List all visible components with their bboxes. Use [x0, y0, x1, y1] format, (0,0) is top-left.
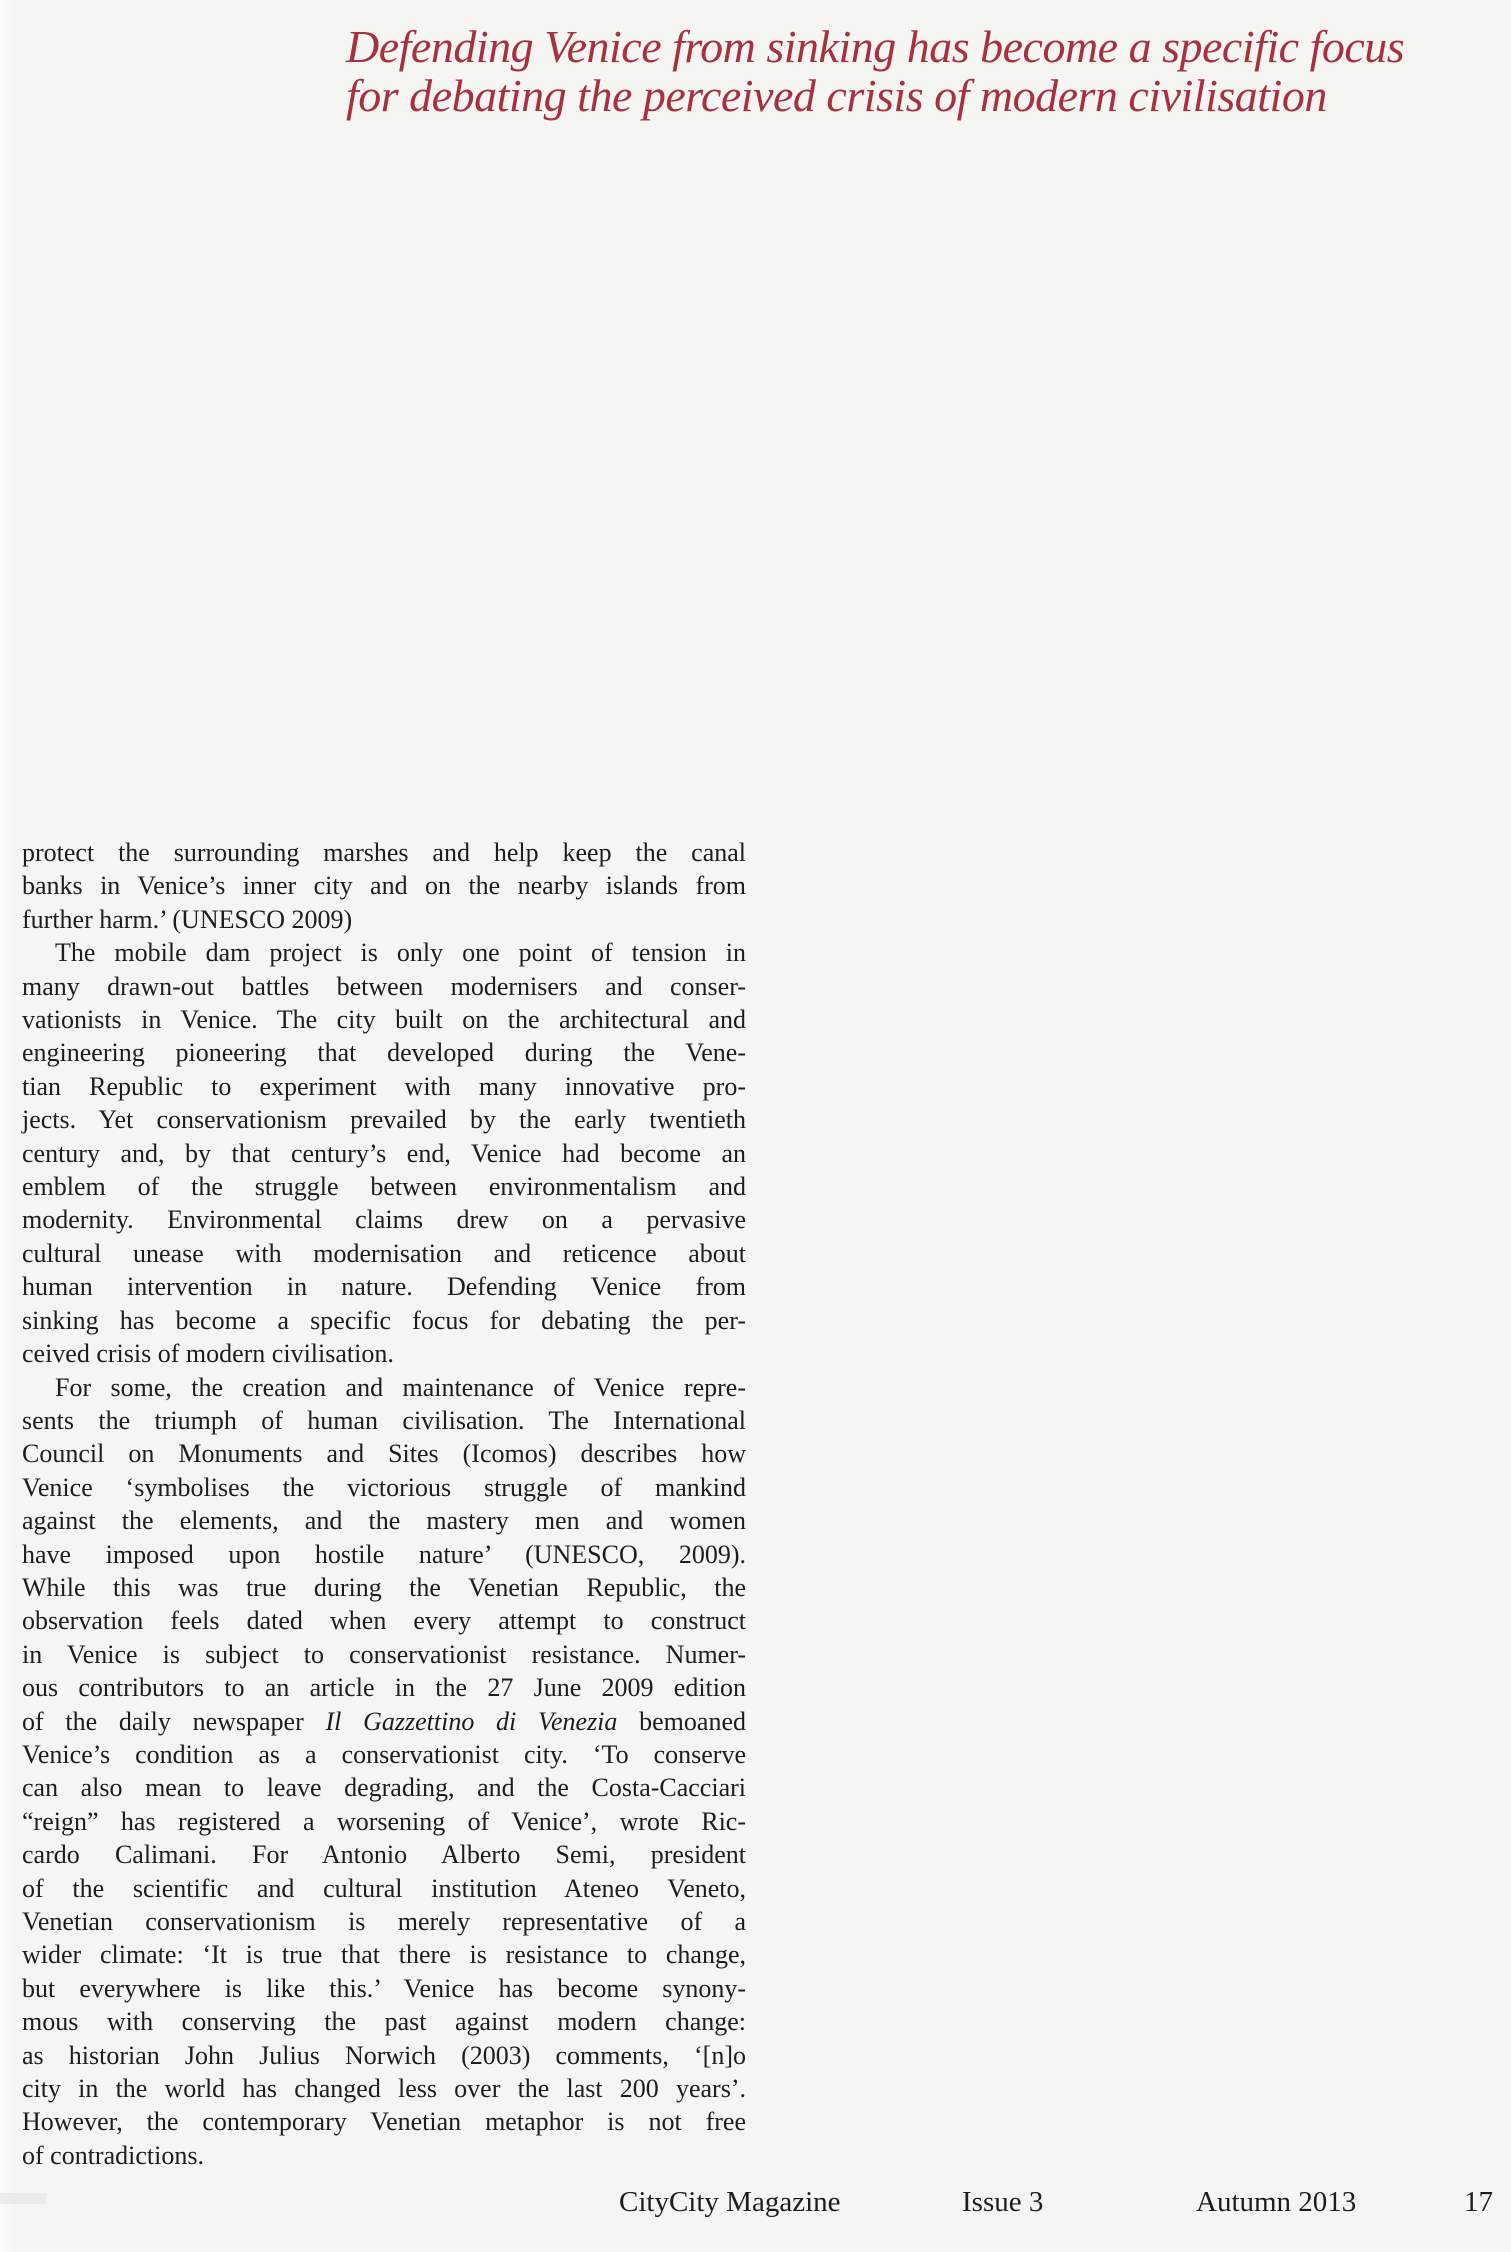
text-run: banks in Venice’s inner city and on the nearby islands from	[22, 871, 746, 901]
footer-issue: Issue 3	[962, 2186, 1044, 2218]
pull-quote-line-2: for debating the perceived crisis of modern civilisation	[346, 70, 1327, 121]
text-line	[22, 1638, 746, 1671]
text-line	[22, 1538, 746, 1571]
text-line	[22, 1270, 746, 1303]
text-run: wider climate: ‘It is true that there is resistance to change,	[22, 1940, 746, 1970]
text-run: have imposed upon hostile nature’ (UNESCO, 2009).	[22, 1539, 746, 1569]
text-line	[22, 1103, 746, 1136]
text-run: jects. Yet conservationism prevailed by the early twentieth	[22, 1105, 746, 1135]
text-line	[22, 1838, 746, 1871]
text-run: cardo Calimani. For Antonio Alberto Semi, president	[22, 1840, 746, 1870]
text-line	[22, 1137, 746, 1170]
footer-magazine-title: CityCity Magazine	[619, 2186, 841, 2218]
text-run: but everywhere is like this.’ Venice has become synony-	[22, 1973, 746, 2003]
text-run: of contradictions.	[22, 2140, 204, 2170]
text-run: city in the world has changed less over the last 200 years’.	[22, 2074, 746, 2104]
text-line	[22, 2005, 746, 2038]
text-line	[22, 1203, 746, 1236]
text-run: “reign” has registered a worsening of Venice’, wrote Ric-	[22, 1806, 746, 1836]
text-run: human intervention in nature. Defending Venice from	[22, 1272, 746, 1302]
text-run: observation feels dated when every attempt to construct	[22, 1606, 746, 1636]
text-run: mous with conserving the past against modern change:	[22, 2007, 746, 2037]
text-line	[22, 1938, 746, 1971]
text-run: of the daily newspaper	[22, 1706, 326, 1736]
text-run: tian Republic to experiment with many innovative pro-	[22, 1071, 746, 1101]
text-line	[22, 1805, 746, 1838]
footer-page-number: 17	[1464, 2186, 1493, 2218]
text-line	[22, 1337, 746, 1370]
text-line	[22, 1170, 746, 1203]
text-run: Venice’s condition as a conservationist city. ‘To conserve	[22, 1739, 746, 1769]
text-line	[22, 2105, 746, 2138]
scan-artifact	[0, 2193, 46, 2204]
text-line	[22, 2072, 746, 2105]
text-run: Venetian conservationism is merely representative of a	[22, 1907, 746, 1936]
text-line	[22, 936, 746, 969]
text-run: engineering pioneering that developed during the Vene-	[22, 1038, 746, 1068]
text-run: modernity. Environmental claims drew on a pervasive	[22, 1205, 746, 1235]
text-run: ous contributors to an article in the 27 June 2009 edition	[22, 1673, 746, 1703]
text-run: Venice ‘symbolises the victorious struggle of mankind	[22, 1472, 746, 1502]
article-body	[22, 836, 746, 2172]
footer-season: Autumn 2013	[1196, 2186, 1357, 2218]
text-line	[22, 1070, 746, 1103]
text-run: can also mean to leave degrading, and the Costa-Cacciari	[22, 1773, 746, 1803]
text-line	[22, 1972, 746, 2005]
text-line	[22, 1604, 746, 1637]
text-line	[22, 2139, 746, 2172]
text-run: vationists in Venice. The city built on the architectural and	[22, 1005, 746, 1035]
text-run: sents the triumph of human civilisation. The International	[22, 1405, 746, 1435]
text-line	[22, 1872, 746, 1905]
text-line	[22, 1036, 746, 1069]
text-run: The mobile dam project is only one point of tension in	[55, 938, 746, 968]
text-line	[22, 970, 746, 1003]
text-run: century and, by that century’s end, Venice had become an	[22, 1138, 746, 1168]
italic-text-run: Il Gazzettino di Venezia	[325, 1706, 618, 1736]
pull-quote-line-1: Defending Venice from sinking has become a specific focus	[346, 21, 1405, 72]
text-line	[22, 1771, 746, 1804]
text-line	[22, 1237, 746, 1270]
text-run: While this was true during the Venetian Republic, the	[22, 1572, 746, 1602]
text-run: further harm.’ (UNESCO 2009)	[22, 904, 353, 934]
text-run: bemoaned	[617, 1706, 746, 1736]
text-line	[22, 1404, 746, 1437]
text-run: of the scientific and cultural institution Ateneo Veneto,	[22, 1873, 746, 1903]
text-run: sinking has become a specific focus for debating the per-	[22, 1305, 746, 1335]
text-run: against the elements, and the mastery men and women	[22, 1506, 746, 1536]
text-line	[22, 1504, 746, 1537]
text-line	[22, 1471, 746, 1504]
text-line	[22, 836, 746, 869]
text-run: protect the surrounding marshes and help keep the canal	[22, 838, 746, 867]
text-line	[22, 2039, 746, 2072]
text-line	[22, 1003, 746, 1036]
pull-quote-headline	[346, 22, 1511, 120]
text-run: ceived crisis of modern civilisation.	[22, 1339, 394, 1369]
text-run: However, the contemporary Venetian metaphor is not free	[22, 2107, 746, 2137]
text-line	[22, 1304, 746, 1337]
text-run: For some, the creation and maintenance of Venice repre-	[55, 1372, 746, 1402]
text-run: Council on Monuments and Sites (Icomos) describes how	[22, 1439, 746, 1469]
text-run: in Venice is subject to conservationist resistance. Numer-	[22, 1639, 746, 1669]
text-line	[22, 1437, 746, 1470]
text-line	[22, 1571, 746, 1604]
text-run: cultural unease with modernisation and reticence about	[22, 1238, 746, 1268]
text-line	[22, 1671, 746, 1704]
text-run: many drawn-out battles between modernisers and conser-	[22, 971, 746, 1001]
text-line	[22, 869, 746, 902]
text-line	[22, 1371, 746, 1404]
text-run: as historian John Julius Norwich (2003) comments, ‘[n]o	[22, 2040, 746, 2070]
text-line	[22, 1705, 746, 1738]
text-line	[22, 1905, 746, 1938]
text-line	[22, 903, 746, 936]
text-run: emblem of the struggle between environmentalism and	[22, 1172, 746, 1202]
text-line	[22, 1738, 746, 1771]
